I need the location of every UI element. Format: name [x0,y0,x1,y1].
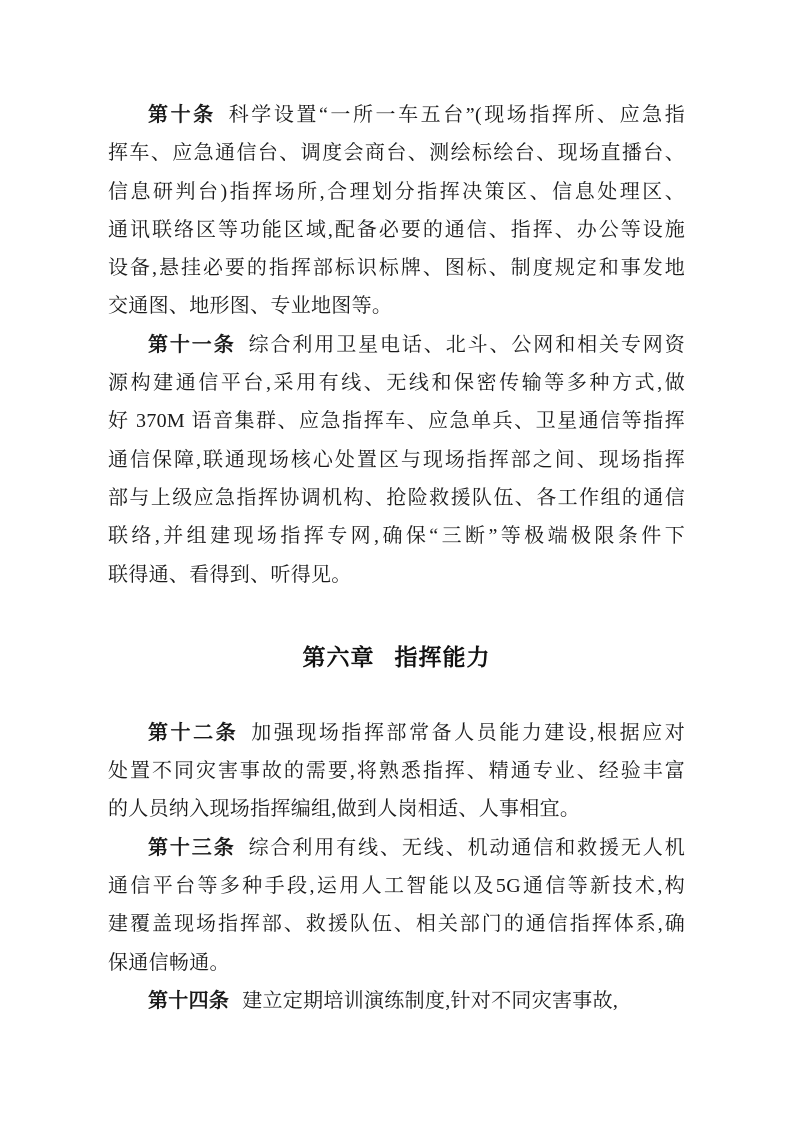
text-line: 联得通、看得到、听得见。 [108,563,352,586]
article-paragraph [108,96,685,326]
text-line: 部与上级应急指挥协调机构、抢险救援队伍、各工作组的通信 [108,486,685,509]
text-line [108,714,685,752]
article-paragraph [108,982,685,1020]
text-line: 好 370M 语音集群、应急指挥车、应急单兵、卫星通信等指挥 [108,410,685,433]
text-line: 通讯联络区等功能区域,配备必要的通信、指挥、办公等设施 [108,218,685,241]
chapter-number: 第六章 [302,643,375,670]
article-line-text: 科学设置“一所一车五台”(现场指挥所、应急指 [228,104,686,126]
text-line [108,982,685,1020]
text-line: 源构建通信平台,采用有线、无线和保密传输等多种方式,做 [108,372,685,395]
text-line: 建覆盖现场指挥部、救援队伍、相关部门的通信指挥体系,确 [108,913,685,936]
article-line-text: 综合利用卫星电话、北斗、公网和相关专网资 [248,333,686,356]
text-line: 交通图、地形图、专业地图等。 [108,295,393,318]
chapter-heading [108,638,685,676]
chapter-title: 指挥能力 [394,643,491,670]
text-line: 挥车、应急通信台、调度会商台、测绘标绘台、现场直播台、 [108,142,685,165]
article-line-text: 加强现场指挥部常备人员能力建设,根据应对 [251,721,686,744]
article-number: 第十四条 [148,989,230,1012]
article-number: 第十三条 [148,836,236,859]
text-line: 联络,并组建现场指挥专网,确保“三断”等极端极限条件下 [108,525,685,548]
document-body [108,96,685,1020]
article-number: 第十一条 [148,333,236,356]
text-line: 通信保障,联通现场核心处置区与现场指挥部之间、现场指挥 [108,448,685,471]
article-line-text: 建立定期培训演练制度,针对不同灾害事故, [242,989,619,1012]
text-line [108,326,685,364]
text-line: 的人员纳入现场指挥编组,做到人岗相适、人事相宜。 [108,798,581,821]
text-line [108,96,685,134]
article-paragraph [108,714,685,829]
article-number: 第十条 [148,104,216,126]
text-line: 信息研判台)指挥场所,合理划分指挥决策区、信息处理区、 [108,180,685,203]
article-paragraph [108,326,685,594]
article-number: 第十二条 [148,721,239,744]
text-line: 保通信畅通。 [108,951,230,974]
text-line: 通信平台等多种手段,运用人工智能以及5G通信等新技术,构 [108,875,685,898]
article-paragraph [108,829,685,982]
text-line: 设备,悬挂必要的指挥部标识标牌、图标、制度规定和事发地 [108,257,685,280]
text-line: 处置不同灾害事故的需要,将熟悉指挥、精通专业、经验丰富 [108,760,685,783]
text-line [108,829,685,867]
article-line-text: 综合利用有线、无线、机动通信和救援无人机 [248,836,686,859]
